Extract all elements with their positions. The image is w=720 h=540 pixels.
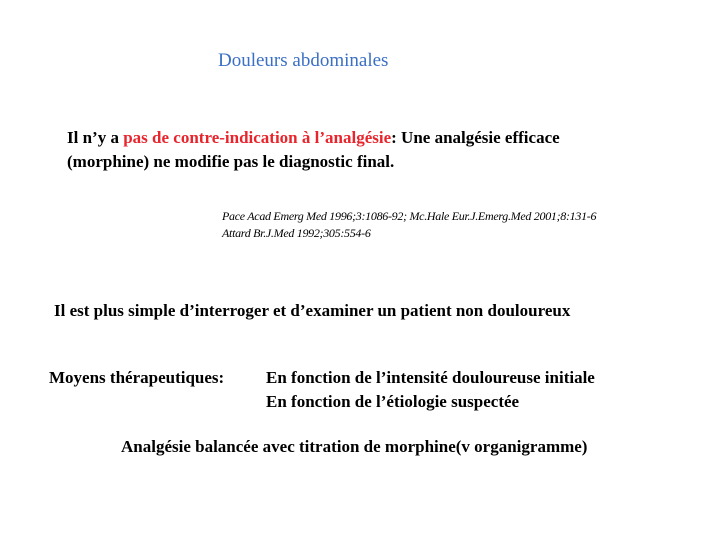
therapeutic-means-item: En fonction de l’intensité douloureuse initiale xyxy=(266,368,595,387)
analgesia-prefix: Il n’y a xyxy=(67,128,124,147)
therapeutic-means-label: Moyens thérapeutiques: xyxy=(49,368,225,387)
reference-line-2: Attard Br.J.Med 1992;305:554-6 xyxy=(222,226,371,240)
therapeutic-means xyxy=(49,366,595,414)
therapeutic-means-row-2 xyxy=(49,390,595,414)
analgesia-line-1 xyxy=(67,126,707,150)
reference-line-1: Pace Acad Emerg Med 1996;3:1086-92; Mc.Hale Eur.J.Emerg.Med 2001;8:131-6 xyxy=(222,209,597,223)
therapeutic-means-row-1 xyxy=(49,366,595,390)
analgesia-highlight: pas de contre-indication à l’analgésie xyxy=(123,128,392,147)
analgesia-line-2: (morphine) ne modifie pas le diagnostic final. xyxy=(67,152,395,171)
therapeutic-means-label-spacer xyxy=(49,390,266,414)
therapeutic-means-item: En fonction de l’étiologie suspectée xyxy=(266,392,520,411)
references xyxy=(222,208,596,242)
analgesia-paragraph xyxy=(67,126,707,174)
slide-title: Douleurs abdominales xyxy=(218,50,389,71)
analgesia-suffix: : Une analgésie efficace xyxy=(391,128,560,147)
simple-statement: Il est plus simple d’interroger et d’examiner un patient non douloureux xyxy=(54,301,571,320)
balanced-analgesia: Analgésie balancée avec titration de morphine(v organigramme) xyxy=(121,437,588,456)
